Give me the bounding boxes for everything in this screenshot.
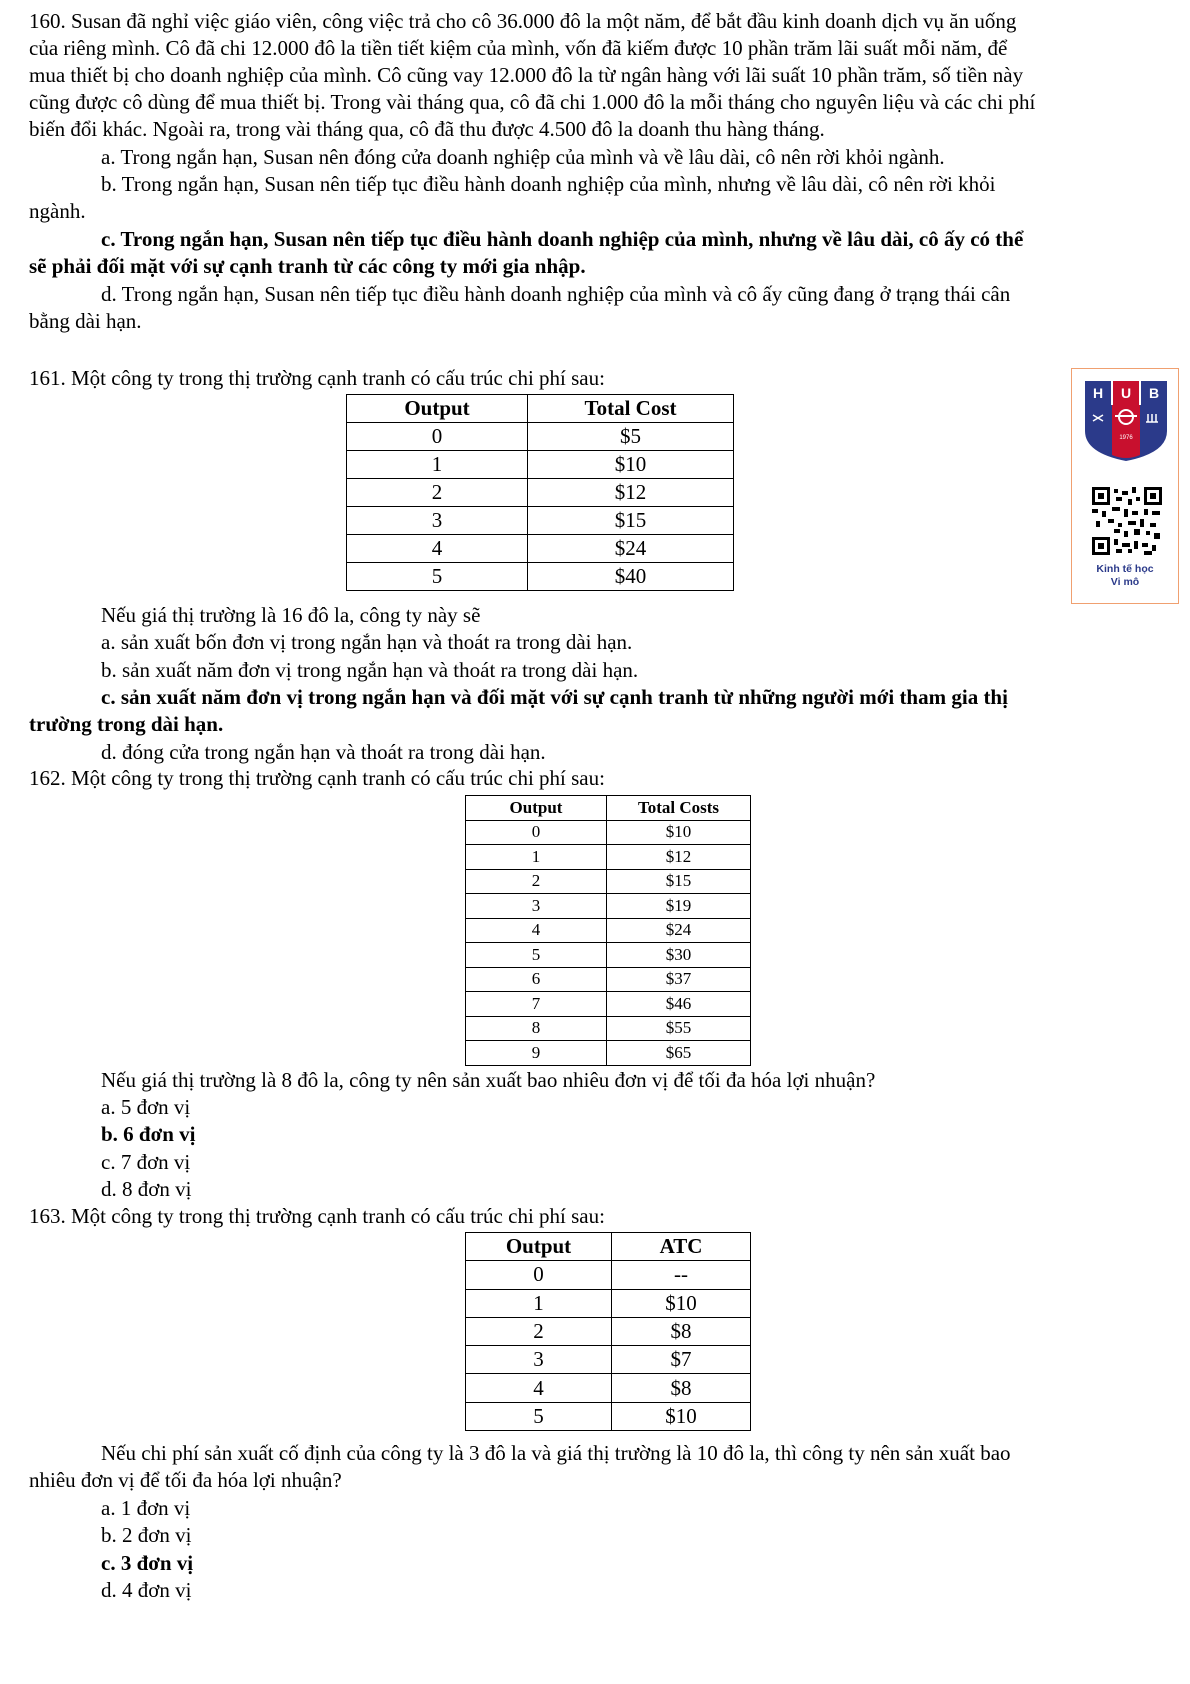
q163-atc-table	[465, 1232, 751, 1431]
table-row	[347, 507, 734, 535]
table-cell: 2	[347, 479, 528, 507]
table-cell: 3	[466, 1346, 612, 1374]
q162-question: Nếu giá thị trường là 8 đô la, công ty nên sản xuất bao nhiêu đơn vị để tối đa hóa lợi nhuận?	[101, 1068, 876, 1092]
hub-shield-icon	[1085, 405, 1167, 461]
hub-caption-subject: Kinh tế học	[1096, 563, 1154, 575]
table-row	[347, 423, 734, 451]
table-cell: 8	[466, 1016, 607, 1041]
table-cell: $12	[607, 845, 751, 870]
table-row	[466, 1317, 751, 1345]
q160-stem-line: của riêng mình. Cô đã chi 12.000 đô la tiền tiết kiệm của mình, vốn đã kiếm được 10 phần trăm lãi suất mỗi năm, để	[29, 36, 1008, 60]
table-cell: $40	[528, 563, 734, 591]
table-row	[466, 992, 751, 1017]
table-cell: 0	[466, 820, 607, 845]
q163-option-d: d. 4 đơn vị	[101, 1578, 192, 1602]
table-header: Output	[466, 1233, 612, 1261]
table-cell: $24	[528, 535, 734, 563]
q163-option-c-answer: c. 3 đơn vị	[101, 1551, 194, 1575]
q163-question: Nếu chi phí sản xuất cố định của công ty là 3 đô la và giá thị trường là 10 đô la, thì công ty nên sản xuất bao	[101, 1441, 1011, 1465]
q161-cost-table	[346, 394, 734, 591]
table-header: Total Costs	[607, 796, 751, 821]
q163-question-cont: nhiêu đơn vị để tối đa hóa lợi nhuận?	[29, 1468, 342, 1492]
table-cell: $24	[607, 918, 751, 943]
q161-stem: 161. Một công ty trong thị trường cạnh tranh có cấu trúc chi phí sau:	[29, 366, 605, 390]
hub-logo-letters	[1085, 381, 1167, 405]
table-header: ATC	[612, 1233, 751, 1261]
q160-stem-line: mua thiết bị cho doanh nghiệp của mình. Cô cũng vay 12.000 đô la từ ngân hàng với lãi suất 10 phần trăm, số tiền này	[29, 63, 1024, 87]
q160-option-d: d. Trong ngắn hạn, Susan nên tiếp tục điều hành doanh nghiệp của mình và cô ấy cũng đang ở trạng thái cân	[101, 282, 1011, 306]
table-header-row	[347, 395, 734, 423]
table-cell: 1	[466, 1289, 612, 1317]
table-cell: $7	[612, 1346, 751, 1374]
q163-option-a: a. 1 đơn vị	[101, 1496, 191, 1520]
table-cell: $12	[528, 479, 734, 507]
q161-option-b: b. sản xuất năm đơn vị trong ngắn hạn và thoát ra trong dài hạn.	[101, 658, 639, 682]
table-row	[347, 563, 734, 591]
q160-option-d-cont: bằng dài hạn.	[29, 309, 142, 333]
table-cell: $46	[607, 992, 751, 1017]
table-header-row	[466, 1233, 751, 1261]
table-row	[347, 451, 734, 479]
table-cell: $5	[528, 423, 734, 451]
table-cell: $8	[612, 1374, 751, 1402]
q162-option-a: a. 5 đơn vị	[101, 1095, 191, 1119]
q162-cost-table	[465, 795, 751, 1066]
hub-badge	[1071, 368, 1179, 604]
q160-stem-line: 160. Susan đã nghỉ việc giáo viên, công việc trả cho cô 36.000 đô la một năm, để bắt đầu kinh doanh dịch vụ ăn uống	[29, 9, 1017, 33]
table-cell: 6	[466, 967, 607, 992]
table-header-row	[466, 796, 751, 821]
table-cell: 2	[466, 1317, 612, 1345]
table-row	[466, 1402, 751, 1430]
table-cell: --	[612, 1261, 751, 1289]
table-row	[466, 967, 751, 992]
table-cell: $55	[607, 1016, 751, 1041]
table-row	[466, 845, 751, 870]
table-cell: 0	[347, 423, 528, 451]
q160-option-b-cont: ngành.	[29, 199, 86, 223]
table-cell: 9	[466, 1041, 607, 1066]
table-row	[466, 1289, 751, 1317]
q160-option-c-cont: sẽ phải đối mặt với sự cạnh tranh từ các công ty mới gia nhập.	[29, 254, 586, 278]
table-cell: 2	[466, 869, 607, 894]
q161-option-a: a. sản xuất bốn đơn vị trong ngắn hạn và thoát ra trong dài hạn.	[101, 630, 633, 654]
table-row	[466, 1374, 751, 1402]
q160-stem-line: cũng được cô dùng để mua thiết bị. Trong vài tháng qua, cô đã chi 1.000 đô la mỗi tháng cho nguyên liệu và các chi phí	[29, 90, 1036, 114]
q163-option-b: b. 2 đơn vị	[101, 1523, 192, 1547]
table-cell: $10	[607, 820, 751, 845]
table-cell: 5	[466, 943, 607, 968]
table-header: Output	[466, 796, 607, 821]
q160-option-c-answer: c. Trong ngắn hạn, Susan nên tiếp tục điều hành doanh nghiệp của mình, nhưng về lâu dài, cô ấy có thể	[101, 227, 1024, 251]
table-header: Total Cost	[528, 395, 734, 423]
table-cell: $15	[607, 869, 751, 894]
table-cell: 5	[347, 563, 528, 591]
q160-stem-line: biến đổi khác. Ngoài ra, trong vài tháng qua, cô đã thu được 4.500 đô la doanh thu hàng tháng.	[29, 117, 825, 141]
q163-stem: 163. Một công ty trong thị trường cạnh tranh có cấu trúc chi phí sau:	[29, 1204, 605, 1228]
hub-letter: U	[1113, 381, 1139, 405]
table-row	[466, 1016, 751, 1041]
hub-letter: H	[1085, 381, 1111, 405]
table-cell: $30	[607, 943, 751, 968]
q162-option-c: c. 7 đơn vị	[101, 1150, 191, 1174]
table-cell: $19	[607, 894, 751, 919]
table-cell: $10	[612, 1289, 751, 1317]
table-cell: $10	[528, 451, 734, 479]
table-cell: 0	[466, 1261, 612, 1289]
table-cell: $10	[612, 1402, 751, 1430]
table-row	[466, 943, 751, 968]
table-cell: 5	[466, 1402, 612, 1430]
table-cell: 4	[466, 918, 607, 943]
hub-caption-course: Vi mô	[1110, 576, 1140, 588]
q162-option-b-answer: b. 6 đơn vị	[101, 1122, 196, 1146]
table-cell: $8	[612, 1317, 751, 1345]
q161-option-d: d. đóng cửa trong ngắn hạn và thoát ra trong dài hạn.	[101, 740, 546, 764]
table-cell: 1	[347, 451, 528, 479]
table-row	[466, 820, 751, 845]
table-cell: $15	[528, 507, 734, 535]
q161-option-c-answer: c. sản xuất năm đơn vị trong ngắn hạn và đối mặt với sự cạnh tranh từ những người mới tham gia thị	[101, 685, 1008, 709]
table-row	[466, 894, 751, 919]
table-cell: 7	[466, 992, 607, 1017]
table-row	[466, 1346, 751, 1374]
table-row	[466, 869, 751, 894]
hub-year: 1976	[1119, 435, 1133, 441]
table-row	[466, 1041, 751, 1066]
table-cell: 4	[347, 535, 528, 563]
q162-stem: 162. Một công ty trong thị trường cạnh tranh có cấu trúc chi phí sau:	[29, 766, 605, 790]
table-cell: 1	[466, 845, 607, 870]
table-cell: 4	[466, 1374, 612, 1402]
table-cell: $37	[607, 967, 751, 992]
table-header: Output	[347, 395, 528, 423]
table-cell: $65	[607, 1041, 751, 1066]
table-row	[347, 535, 734, 563]
table-cell: 3	[347, 507, 528, 535]
q162-option-d: d. 8 đơn vị	[101, 1177, 192, 1201]
table-row	[466, 1261, 751, 1289]
table-cell: 3	[466, 894, 607, 919]
table-row	[466, 918, 751, 943]
qr-code-icon	[1092, 487, 1162, 555]
q161-option-c-cont: trường trong dài hạn.	[29, 712, 224, 736]
q160-option-a: a. Trong ngắn hạn, Susan nên đóng cửa doanh nghiệp của mình và về lâu dài, cô nên rời khỏi ngành.	[101, 145, 945, 169]
q160-option-b: b. Trong ngắn hạn, Susan nên tiếp tục điều hành doanh nghiệp của mình, nhưng về lâu dài, cô nên rời khỏi	[101, 172, 996, 196]
q161-question: Nếu giá thị trường là 16 đô la, công ty này sẽ	[101, 603, 481, 627]
table-row	[347, 479, 734, 507]
hub-letter: B	[1141, 381, 1167, 405]
